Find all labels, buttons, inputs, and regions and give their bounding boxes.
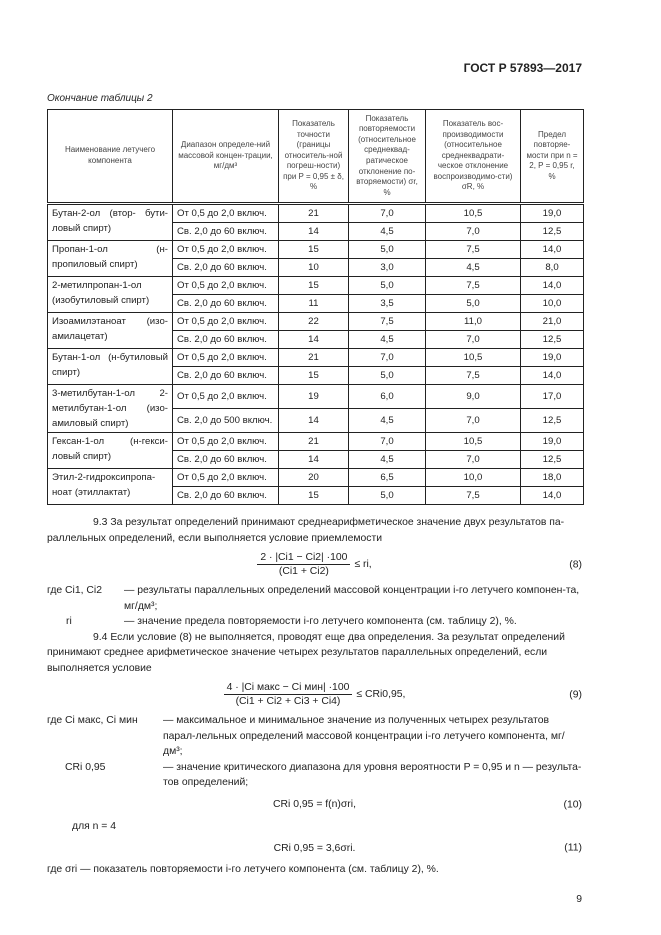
definitions-9 — [47, 713, 582, 791]
def-symbol: ri — [66, 616, 72, 627]
value-cell: 6,5 — [349, 469, 426, 487]
value-cell: 5,0 — [349, 367, 426, 385]
formula-9-numerator: 4 · |Ci макс − Ci мин| ·100 — [224, 682, 353, 695]
value-cell: 5,0 — [349, 487, 426, 505]
value-cell: 7,5 — [426, 487, 521, 505]
value-cell: 10,0 — [426, 469, 521, 487]
range-cell: Св. 2,0 до 60 включ. — [173, 295, 279, 313]
equation-number-8: (8) — [569, 559, 582, 570]
value-cell: 21 — [279, 204, 349, 223]
page-number: 9 — [576, 893, 582, 905]
table-caption: Окончание таблицы 2 — [47, 93, 153, 104]
range-cell: Св. 2,0 до 60 включ. — [173, 223, 279, 241]
table-row — [48, 313, 584, 331]
range-cell: От 0,5 до 2,0 включ. — [173, 313, 279, 331]
formula-8-rhs: ≤ ri, — [354, 559, 372, 570]
value-cell: 7,5 — [426, 277, 521, 295]
paragraph-9-4: 9.4 Если условие (8) не выполняется, проводят еще два определения. За результат определений принимают среднее арифметическое значение четырех результатов параллельных определений, если выполняется условие — [47, 631, 565, 674]
value-cell: 7,5 — [426, 241, 521, 259]
value-cell: 7,0 — [349, 204, 426, 223]
value-cell: 19,0 — [521, 349, 584, 367]
def-text: — максимальное и минимальное значение из полученных четырех результатов парал-лельных определений массовой концентрации i-го летучего компонента, мг/дм³; — [163, 715, 565, 757]
value-cell: 14 — [279, 223, 349, 241]
range-cell: Св. 2,0 до 60 включ. — [173, 487, 279, 505]
component-name: 2-метилпропан-1-ол (изобутиловый спирт) — [48, 277, 173, 313]
value-cell: 7,0 — [426, 223, 521, 241]
range-cell: От 0,5 до 2,0 включ. — [173, 385, 279, 409]
definitions-8 — [47, 583, 582, 630]
value-cell: 4,5 — [349, 331, 426, 349]
table-header-row — [48, 110, 584, 204]
paragraph-9-3: 9.3 За результат определений принимают среднеарифметическое значение двух результатов па-раллельных определений, если выполняется условие приемлемости — [47, 517, 565, 544]
value-cell: 4,5 — [426, 259, 521, 277]
value-cell: 7,0 — [349, 433, 426, 451]
equation-number-11: (11) — [564, 842, 582, 854]
value-cell: 5,0 — [349, 241, 426, 259]
value-cell: 5,0 — [349, 277, 426, 295]
def-symbol: CRi 0,95 — [65, 761, 106, 773]
value-cell: 7,0 — [426, 409, 521, 433]
value-cell: 10,0 — [521, 295, 584, 313]
formula-11-row — [47, 840, 582, 856]
value-cell: 18,0 — [521, 469, 584, 487]
table-row — [48, 277, 584, 295]
value-cell: 4,5 — [349, 223, 426, 241]
column-header: Показатель повторяемости (относительное среднеквад-ратическое отклонение по-вторяемости) σr, % — [349, 110, 426, 204]
def-text: — результаты параллельных определений массовой концентрации i-го летучего компонен-та, мг/дм³; — [124, 585, 580, 612]
value-cell: 15 — [279, 277, 349, 295]
value-cell: 7,0 — [426, 451, 521, 469]
equation-number-10: (10) — [563, 799, 582, 810]
range-cell: От 0,5 до 2,0 включ. — [173, 204, 279, 223]
table-2 — [47, 109, 584, 505]
value-cell: 10 — [279, 259, 349, 277]
range-cell: Св. 2,0 до 60 включ. — [173, 259, 279, 277]
value-cell: 4,5 — [349, 451, 426, 469]
value-cell: 6,0 — [349, 385, 426, 409]
value-cell: 9,0 — [426, 385, 521, 409]
value-cell: 14,0 — [521, 277, 584, 295]
column-header: Показатель вос-производимости (относительное среднеквадрати-ческое отклонение воспроизводимо-сти) σR, % — [426, 110, 521, 204]
component-name: Изоамилэтаноат (изо-амилацетат) — [48, 313, 173, 349]
range-cell: От 0,5 до 2,0 включ. — [173, 241, 279, 259]
formula-9-denominator: (Ci1 + Ci2 + Ci3 + Ci4) — [235, 696, 341, 707]
value-cell: 10,5 — [426, 349, 521, 367]
value-cell: 19 — [279, 385, 349, 409]
table-row — [48, 241, 584, 259]
formula-11: CRi 0,95 = 3,6σri. — [273, 842, 356, 854]
value-cell: 7,5 — [349, 313, 426, 331]
value-cell: 15 — [279, 487, 349, 505]
def-symbol: где Ci1, Ci2 — [47, 585, 103, 596]
range-cell: От 0,5 до 2,0 включ. — [173, 469, 279, 487]
value-cell: 7,0 — [426, 331, 521, 349]
equation-number-9: (9) — [569, 689, 582, 700]
value-cell: 22 — [279, 313, 349, 331]
document-header: ГОСТ Р 57893—2017 — [463, 61, 582, 75]
formula-9-rhs: ≤ CRi0,95, — [356, 689, 406, 700]
def-text: — значение предела повторяемости i-го летучего компонента (см. таблицу 2), %. — [124, 616, 517, 627]
value-cell: 7,0 — [349, 349, 426, 367]
document-page — [47, 0, 582, 925]
table-row — [48, 204, 584, 223]
value-cell: 12,5 — [521, 223, 584, 241]
column-header: Показатель точности (границы относитель-ной погреш-ности) при P = 0,95 ± δ, % — [279, 110, 349, 204]
table-row — [48, 349, 584, 367]
component-name: 3-метилбутан-1-ол 2- метилбутан-1-ол (изо-амиловый спирт) — [48, 385, 173, 433]
formula-10: CRi 0,95 = f(n)σri, — [273, 799, 356, 810]
value-cell: 14 — [279, 451, 349, 469]
value-cell: 10,5 — [426, 433, 521, 451]
value-cell: 12,5 — [521, 451, 584, 469]
formula-8 — [47, 552, 582, 577]
component-name: Бутан-1-ол (н-бутиловый спирт) — [48, 349, 173, 385]
value-cell: 20 — [279, 469, 349, 487]
value-cell: 14,0 — [521, 241, 584, 259]
value-cell: 19,0 — [521, 433, 584, 451]
for-n-text: для n = 4 — [72, 820, 117, 832]
column-header: Наименование летучего компонента — [48, 110, 173, 204]
range-cell: От 0,5 до 2,0 включ. — [173, 433, 279, 451]
component-name: Бутан-2-ол (втор- бути-ловый спирт) — [48, 204, 173, 241]
table-row — [48, 469, 584, 487]
column-header: Предел повторяе-мости при n = 2, P = 0,95 r, % — [521, 110, 584, 204]
value-cell: 15 — [279, 241, 349, 259]
value-cell: 5,0 — [426, 295, 521, 313]
value-cell: 4,5 — [349, 409, 426, 433]
value-cell: 3,0 — [349, 259, 426, 277]
value-cell: 14 — [279, 409, 349, 433]
formula-8-numerator: 2 · |Ci1 − Ci2| ·100 — [257, 552, 350, 565]
value-cell: 14,0 — [521, 487, 584, 505]
range-cell: Св. 2,0 до 500 включ. — [173, 409, 279, 433]
value-cell: 11 — [279, 295, 349, 313]
range-cell: Св. 2,0 до 60 включ. — [173, 451, 279, 469]
value-cell: 8,0 — [521, 259, 584, 277]
value-cell: 11,0 — [426, 313, 521, 331]
value-cell: 7,5 — [426, 367, 521, 385]
component-name: Этил-2-гидроксипропа-ноат (этиллактат) — [48, 469, 173, 505]
value-cell: 12,5 — [521, 409, 584, 433]
definition-11: где σri — показатель повторяемости i-го летучего компонента (см. таблицу 2), %. — [47, 864, 439, 875]
table-row — [48, 433, 584, 451]
range-cell: От 0,5 до 2,0 включ. — [173, 349, 279, 367]
table-row — [48, 385, 584, 409]
formula-9 — [47, 682, 582, 707]
range-cell: От 0,5 до 2,0 включ. — [173, 277, 279, 295]
value-cell: 10,5 — [426, 204, 521, 223]
value-cell: 14 — [279, 331, 349, 349]
def-text: — значение критического диапазона для уровня вероятности P = 0,95 и n — результа-тов определений; — [163, 761, 582, 788]
value-cell: 19,0 — [521, 204, 584, 223]
component-name: Гексан-1-ол (н-гекси-ловый спирт) — [48, 433, 173, 469]
value-cell: 15 — [279, 367, 349, 385]
formula-8-denominator: (Ci1 + Ci2) — [278, 566, 329, 577]
formula-10-row — [47, 797, 582, 813]
value-cell: 21 — [279, 349, 349, 367]
range-cell: Св. 2,0 до 60 включ. — [173, 367, 279, 385]
range-cell: Св. 2,0 до 60 включ. — [173, 331, 279, 349]
value-cell: 21,0 — [521, 313, 584, 331]
value-cell: 17,0 — [521, 385, 584, 409]
column-header: Диапазон определе-ний массовой концен-трации, мг/дм³ — [173, 110, 279, 204]
value-cell: 12,5 — [521, 331, 584, 349]
value-cell: 14,0 — [521, 367, 584, 385]
value-cell: 3,5 — [349, 295, 426, 313]
value-cell: 21 — [279, 433, 349, 451]
component-name: Пропан-1-ол (н-пропиловый спирт) — [48, 241, 173, 277]
def-symbol: где Ci макс, Ci мин — [47, 715, 138, 726]
